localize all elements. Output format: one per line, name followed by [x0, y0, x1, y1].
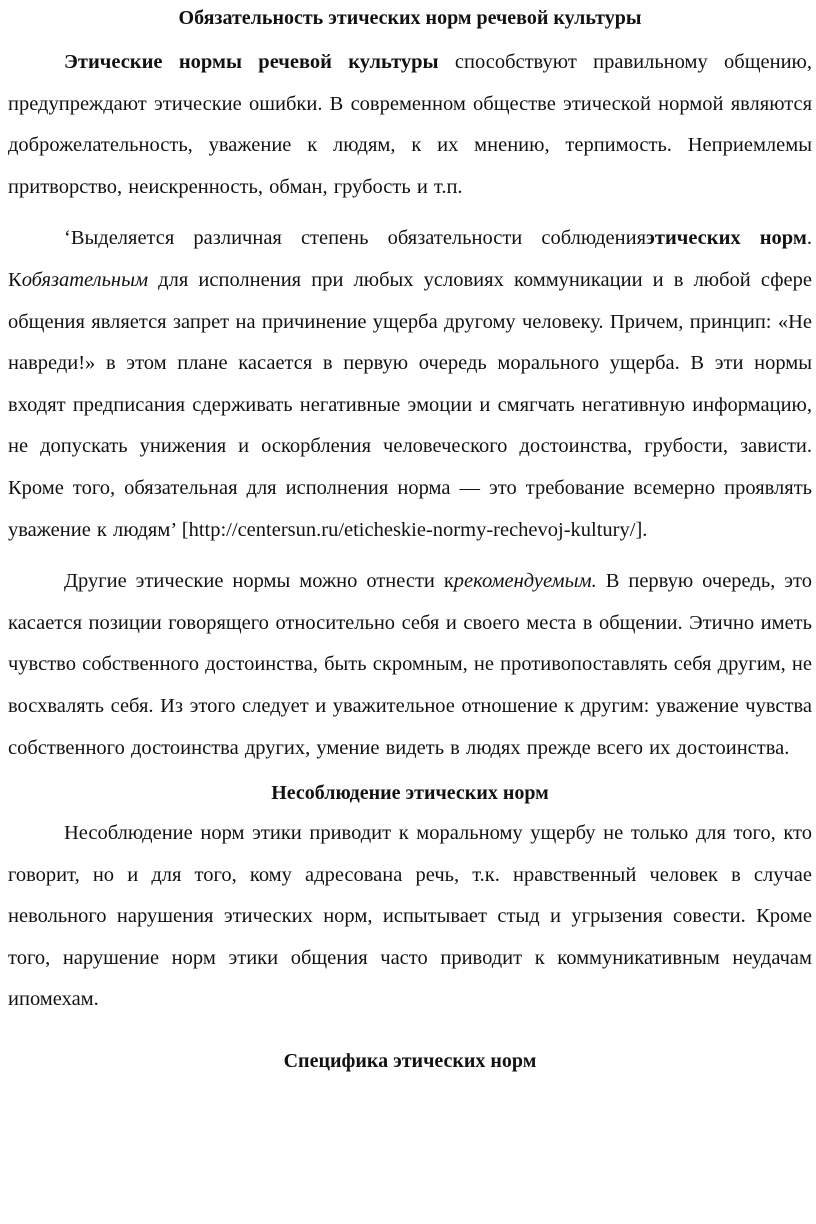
paragraph-recommended-norms [8, 561, 812, 769]
paragraph-violation: Несоблюдение норм этики приводит к моральному ущербу не только для того, кто говорит, но и для того, кому адресована речь, т.к. нравственный человек в случае невольного нарушения этических норм, испытывает стыд и угрызения совести. Кроме того, нарушение норм этики общения часто приводит к коммуникативным неудачам ипомехам. [8, 822, 812, 1011]
paragraph-intro [8, 42, 812, 208]
paragraph-text: для исполнения при любых условиях коммуникации и в любой сфере общения является запрет на причинение ущерба другому человеку. Причем, принцип: «Не навреди!» в этом плане касается в первую очередь морального ущерба. В эти нормы входят предписания сдерживать негативные эмоции и смягчать негативную информацию, не допускать унижения и оскорбления человеческого достоинства, грубости, зависти. Кроме того, обязательная для исполнения норма — это требование всемерно проявлять уважение к людям’ [http://centersun.ru/eticheskie-normy-rechevoj-kultury/]. [8, 268, 812, 541]
document-page [8, 4, 812, 1075]
italic-term: рекомендуемым. [453, 570, 597, 593]
bold-term: Этические нормы речевой культуры [64, 51, 439, 73]
bold-term: этических норм [646, 227, 807, 250]
document-title: Обязательность этических норм речевой культуры [178, 7, 642, 29]
paragraph-text: способствуют правильному общению, предупреждают этические ошибки. В современном обществе этической нормой являются доброжелательность, уважение к людям, к их мнению, терпимость. Неприемлемы притворство, неискренность, обман, грубость и т.п. [8, 51, 813, 198]
section-heading-violation: Несоблюдение этических норм [271, 782, 549, 805]
section-heading-specifics: Специфика этических норм [283, 1050, 537, 1073]
italic-term: обязательным [21, 268, 149, 291]
paragraph-text: ‘Выделяется различная степень обязательности соблюдения [64, 227, 647, 250]
paragraph-obligatory-norms [8, 218, 812, 551]
paragraph-text: В первую очередь, это касается позиции говорящего относительно себя и своего места в общении. Этично иметь чувство собственного достоинства, быть скромным, не противопоставлять себя другим, не восхвалять себя. Из этого следует и уважительное отношение к другим: уважение чувства собственного достоинства других, умение видеть в людях прежде всего их достоинства. [8, 570, 812, 759]
paragraph-text: . К [8, 227, 812, 291]
paragraph-text: Другие этические нормы можно отнести к [64, 570, 454, 593]
